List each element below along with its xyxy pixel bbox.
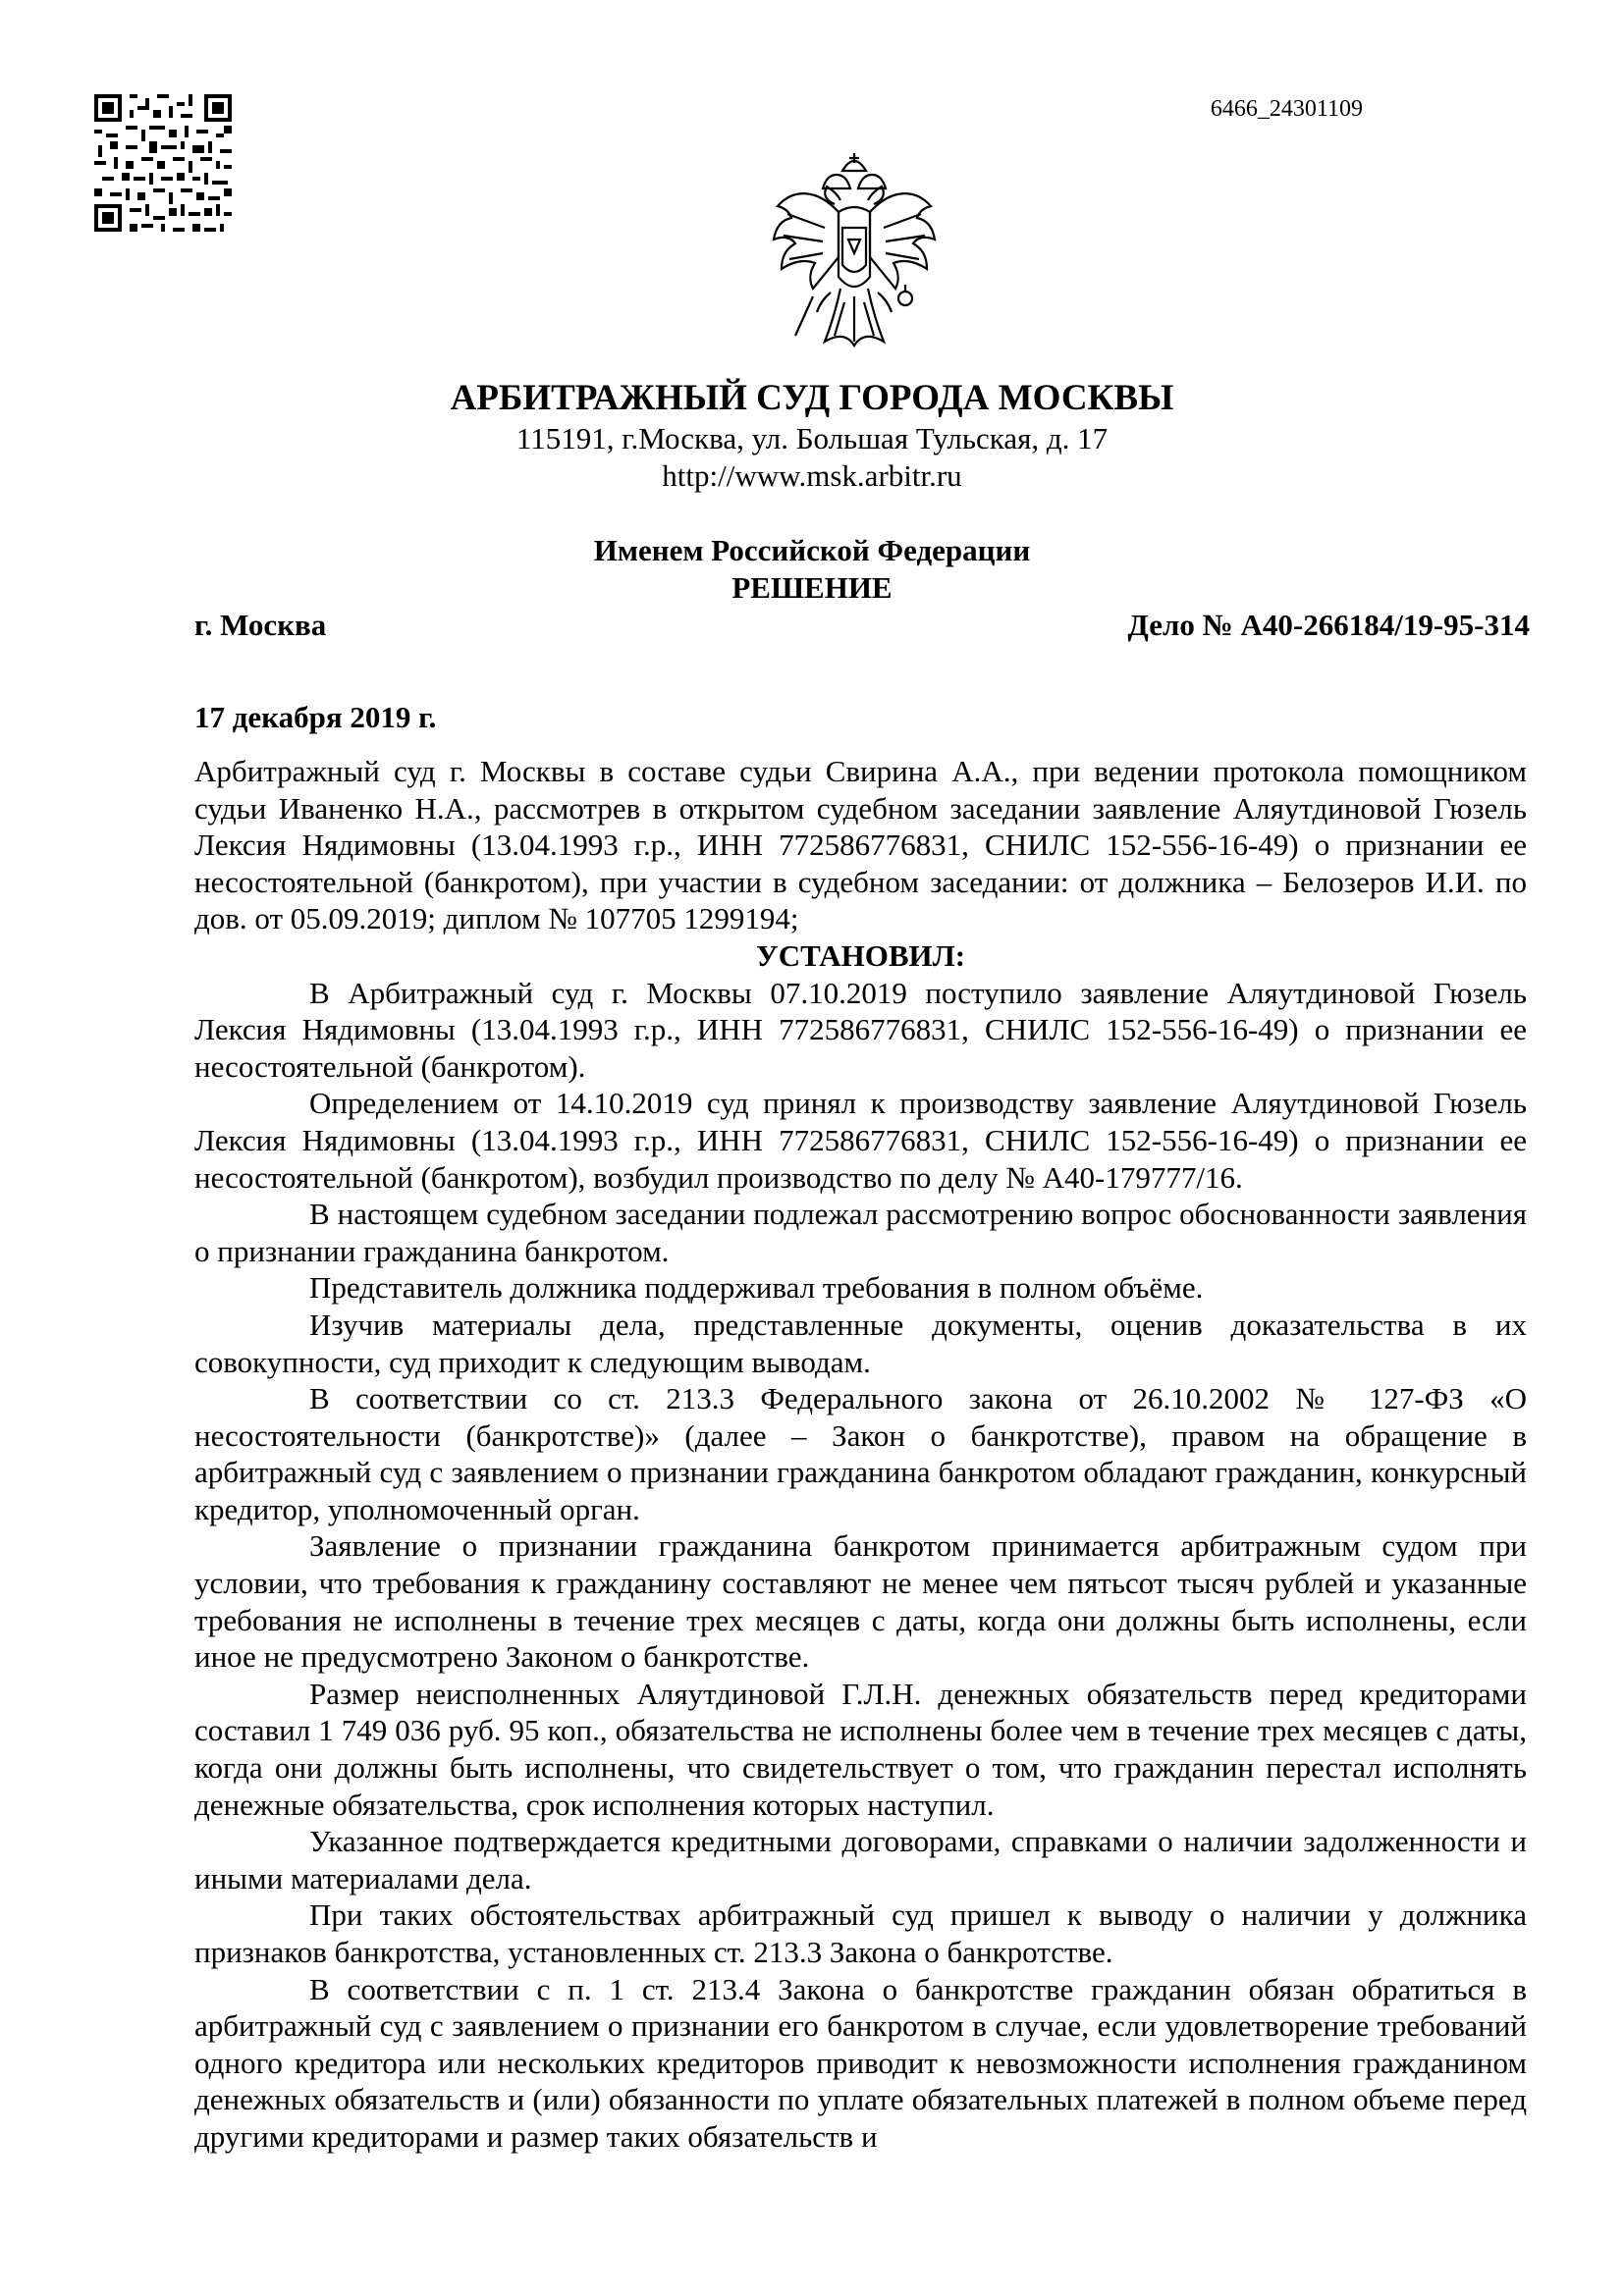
body-paragraph: При таких обстоятельствах арбитражный суд пришел к выводу о наличии у должника признаков банкротства, установленных ст. 213.3 Закона о банкротстве. — [194, 1897, 1527, 1969]
body-paragraph: Представитель должника поддерживал требования в полном объёме. — [309, 1270, 1204, 1306]
court-website-link[interactable]: http://www.msk.arbitr.ru — [662, 458, 962, 493]
intro-paragraph: Арбитражный суд г. Москвы в составе судьи Свирина А.А., при ведении протокола помощником судьи Иваненко Н.А., рассмотрев в открытом судебном заседании заявление Аляутдиновой Гюзель Лексия Нядимовны (13.04.1993 г.р., ИНН 772586776831, СНИЛС 152-556-16-49) о признании ее несостоятельной (банкротом), при участии в судебном заседании: от должника – Белозеров И.И. по дов. от 05.09.2019; диплом № 107705 1299194; — [194, 754, 1527, 936]
body-paragraph: В Арбитражный суд г. Москвы 07.10.2019 поступило заявление Аляутдиновой Гюзель Лексия Нядимовны (13.04.1993 г.р., ИНН 772586776831, СНИЛС 152-556-16-49) о признании ее несостоятельной (банкротом). — [194, 975, 1527, 1084]
qr-code — [94, 94, 232, 232]
heading-line-1: Именем Российской Федерации — [593, 533, 1031, 567]
body-paragraph: В соответствии с п. 1 ст. 213.4 Закона о банкротстве гражданин обязан обратиться в арбитражный суд с заявлением о признании его банкротом в случае, если удовлетворение требований одного кредитора или нескольких кредиторов приводит к невозможности исполнения гражданином денежных обязательств и (или) обязанности по уплате обязательных платежей в полном объеме перед другими кредиторами и размер таких обязательств и — [194, 1971, 1527, 2154]
document-heading — [0, 532, 1624, 607]
court-name: АРБИТРАЖНЫЙ СУД ГОРОДА МОСКВЫ — [450, 378, 1174, 418]
document-body — [194, 753, 1527, 2156]
coat-of-arms-icon — [766, 149, 943, 360]
case-number: Дело № А40-266184/19-95-314 — [1127, 608, 1530, 642]
body-paragraph: В настоящем судебном заседании подлежал рассмотрению вопрос обоснованности заявления о признании гражданина банкротом. — [194, 1197, 1527, 1268]
body-paragraph: Указанное подтверждается кредитными договорами, справками о наличии задолженности и иными материалами дела. — [194, 1824, 1527, 1896]
body-paragraph: Размер неисполненных Аляутдиновой Г.Л.Н. денежных обязательств перед кредиторами составил 1 749 036 руб. 95 коп., обязательства не исполнены более чем в течение трех месяцев с даты, когда они должны быть исполнены, что свидетельствует о том, что гражданин перестал исполнять денежные обязательства, срок исполнения которых наступил. — [194, 1676, 1527, 1822]
document-type-title: РЕШЕНИЕ — [731, 570, 893, 605]
city: г. Москва — [194, 608, 327, 642]
court-header — [0, 377, 1624, 495]
body-paragraph: В соответствии со ст. 213.3 Федерального закона от 26.10.2002 № 127-ФЗ «О несостоятельности (банкротстве)» (далее – Закон о банкротстве), правом на обращение в арбитражный суд с заявлением о признании гражданина банкротом обладают гражданин, конкурсный кредитор, уполномоченный орган. — [194, 1381, 1527, 1526]
body-paragraph: Изучив материалы дела, представленные документы, оценив доказательства в их совокупности, суд приходит к следующим выводам. — [194, 1307, 1527, 1379]
body-paragraph: Заявление о признании гражданина банкротом принимается арбитражным судом при условии, что требования к гражданину составляют не менее чем пятьсот тысяч рублей и указанные требования не исполнены в течение трех месяцев с даты, когда они должны быть исполнены, если иное не предусмотрено Законом о банкротстве. — [194, 1528, 1527, 1675]
established-heading: УСТАНОВИЛ: — [755, 937, 966, 973]
document-id: 6466_24301109 — [1210, 96, 1363, 122]
court-address: 115191, г.Москва, ул. Большая Тульская, д. 17 — [515, 421, 1109, 455]
body-paragraph: Определением от 14.10.2019 суд принял к производству заявление Аляутдиновой Гюзель Лексия Нядимовны (13.04.1993 г.р., ИНН 772586776831, СНИЛС 152-556-16-49) о признании ее несостоятельной (банкротом), возбудил производство по делу № А40-179777/16. — [194, 1086, 1527, 1195]
decision-date: 17 декабря 2019 г. — [194, 700, 437, 734]
